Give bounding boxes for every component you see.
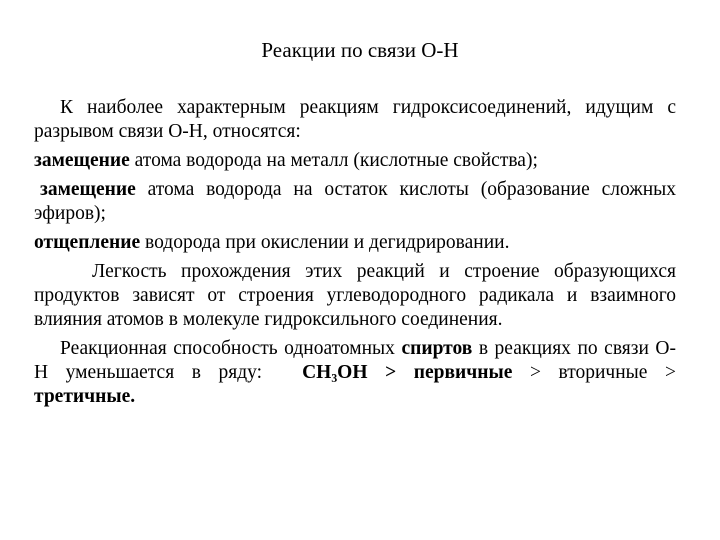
series-methanol-primary: СН₃ОН > первичные — [302, 362, 513, 383]
substitution-metal-text: атома водорода на металл (кислотные свойства); — [129, 150, 538, 171]
series-tertiary: третичные. — [34, 386, 136, 407]
reactivity-text-2: в реакциях по связи О-Н уменьшается в ряду: — [34, 338, 676, 383]
paragraph-elimination — [34, 231, 676, 255]
slide-body — [34, 96, 676, 414]
slide-title: Реакции по связи О-Н — [261, 38, 459, 62]
paragraph-substitution-metal — [34, 149, 676, 173]
term-alcohols: спиртов — [401, 338, 473, 359]
substitution-acid-text: атома водорода на остаток кислоты (образование сложных эфиров); — [34, 179, 676, 224]
elimination-text: водорода при окислении и дегидрировании. — [140, 232, 510, 253]
term-substitution: замещение — [34, 150, 130, 171]
paragraph-intro: К наиболее характерным реакциям гидроксисоединений, идущим с разрывом связи О-Н, относятся: — [34, 97, 676, 142]
paragraph-reactivity-series — [34, 337, 676, 409]
paragraph-ease-of-reactions: Легкость прохождения этих реакций и строение образующихся продуктов зависят от строения углеводородного радикала и взаимного влияния атомов в молекуле гидроксильного соединения. — [34, 261, 676, 330]
reactivity-text-1: Реакционная способность одноатомных — [60, 338, 402, 359]
paragraph-substitution-acid — [34, 178, 676, 226]
term-elimination: отщепление — [34, 232, 141, 253]
term-substitution: замещение — [40, 179, 136, 200]
series-secondary: > вторичные > — [512, 362, 676, 383]
